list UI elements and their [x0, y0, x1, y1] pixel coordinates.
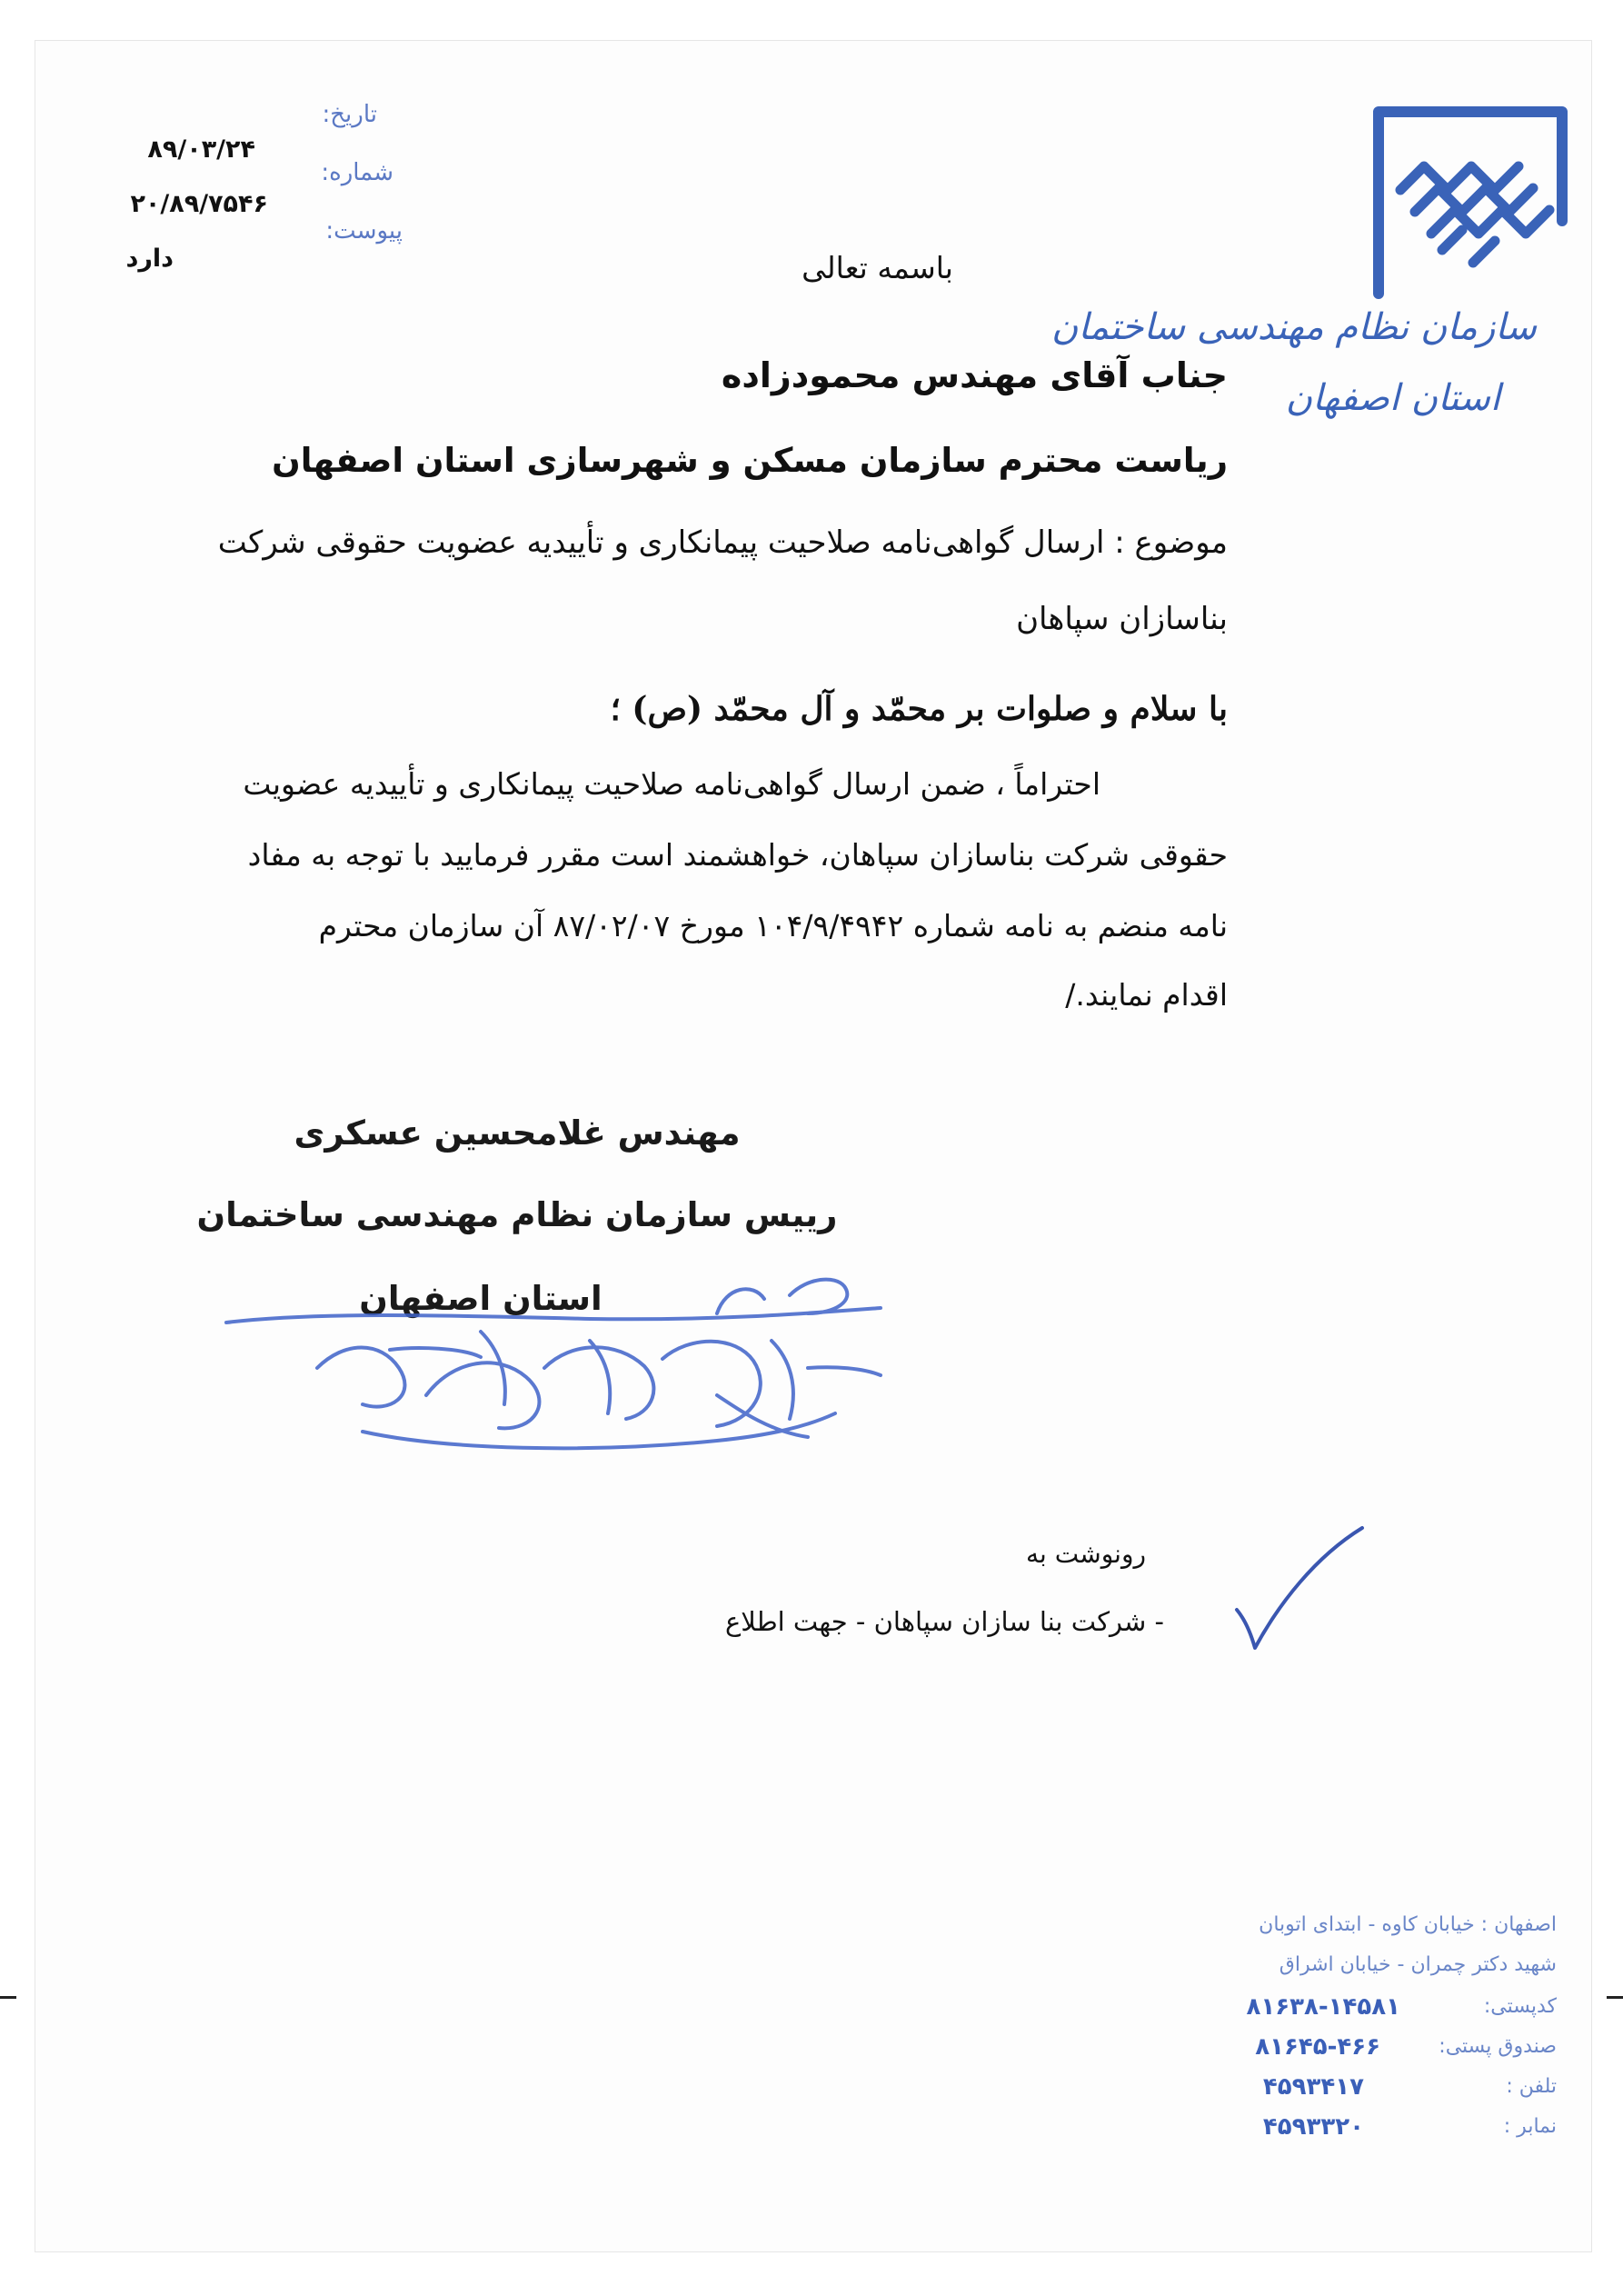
scan-edge-mark	[1607, 1996, 1623, 1999]
logo-text-organization: سازمان نظام مهندسی ساختمان	[1050, 306, 1537, 348]
footer-zip-label: کدپستی:	[1483, 1995, 1557, 2018]
body-line: حقوقی شرکت بناسازان سپاهان، خواهشمند است مقرر فرمایید با توجه به مفاد	[247, 837, 1228, 873]
cc-heading: رونوشت به	[1026, 1539, 1146, 1569]
subject-line: موضوع : ارسال گواهی‌نامه صلاحیت پیمانکاری و تأییدیه عضویت حقوقی شرکت	[217, 524, 1228, 561]
checkmark-icon	[1224, 1521, 1369, 1657]
letter-page	[35, 40, 1592, 2252]
footer-address-line: شهید دکتر چمران - خیابان اشراق	[1279, 1953, 1557, 1976]
number-label: شماره:	[321, 159, 393, 186]
footer-address-line: اصفهان : خیابان کاوه - ابتدای اتوبان	[1259, 1913, 1557, 1936]
footer-pobox-value: ۸۱۶۴۵-۴۶۶	[1255, 2033, 1380, 2061]
body-line: اقدام نمایند./	[1065, 977, 1228, 1013]
number-value: ۲۰/۸۹/۷۵۴۶	[130, 190, 268, 218]
body-line: نامه منضم به نامه شماره ۱۰۴/۹/۴۹۴۲ مورخ ۸۷/۰۲/۰۷ آن سازمان محترم	[318, 908, 1228, 943]
footer-phone-value: ۴۵۹۳۴۱۷	[1262, 2073, 1364, 2101]
date-value: ۸۹/۰۳/۲۴	[147, 135, 255, 164]
body-line: احتراماً ، ضمن ارسال گواهی‌نامه صلاحیت پیمانکاری و تأییدیه عضویت	[243, 766, 1100, 802]
footer-zip-value: ۸۱۶۳۸-۱۴۵۸۱	[1246, 1993, 1400, 2021]
recipient-name: جناب آقای مهندس محمودزاده	[721, 355, 1228, 395]
signer-title: رییس سازمان نظام مهندسی ساختمان	[196, 1195, 838, 1234]
recipient-title: ریاست محترم سازمان مسکن و شهرسازی استان اصفهان	[272, 441, 1228, 480]
greeting: با سلام و صلوات بر محمّد و آل محمّد (ص) ؛	[610, 690, 1228, 728]
invocation: باسمه تعالی	[802, 250, 953, 285]
attachment-label: پیوست:	[325, 217, 403, 245]
date-label: تاریخ:	[322, 101, 377, 128]
signer-name: مهندس غلامحسین عسکری	[294, 1113, 741, 1153]
attachment-value: دارد	[125, 245, 174, 273]
footer-phone-label: تلفن :	[1506, 2075, 1557, 2098]
subject-line: بناسازان سپاهان	[1016, 601, 1228, 637]
footer-fax-value: ۴۵۹۳۳۲۰	[1262, 2113, 1364, 2141]
scan-edge-mark	[0, 1996, 16, 1999]
footer-pobox-label: صندوق پستی:	[1439, 2035, 1557, 2058]
organization-logo-icon	[1368, 103, 1573, 299]
cc-item: - شرکت بنا سازان سپاهان - جهت اطلاع	[724, 1606, 1164, 1637]
footer-fax-label: نمابر :	[1503, 2115, 1557, 2138]
signer-organization: استان اصفهان	[359, 1279, 602, 1318]
logo-text-province: استان اصفهان	[1285, 377, 1500, 419]
